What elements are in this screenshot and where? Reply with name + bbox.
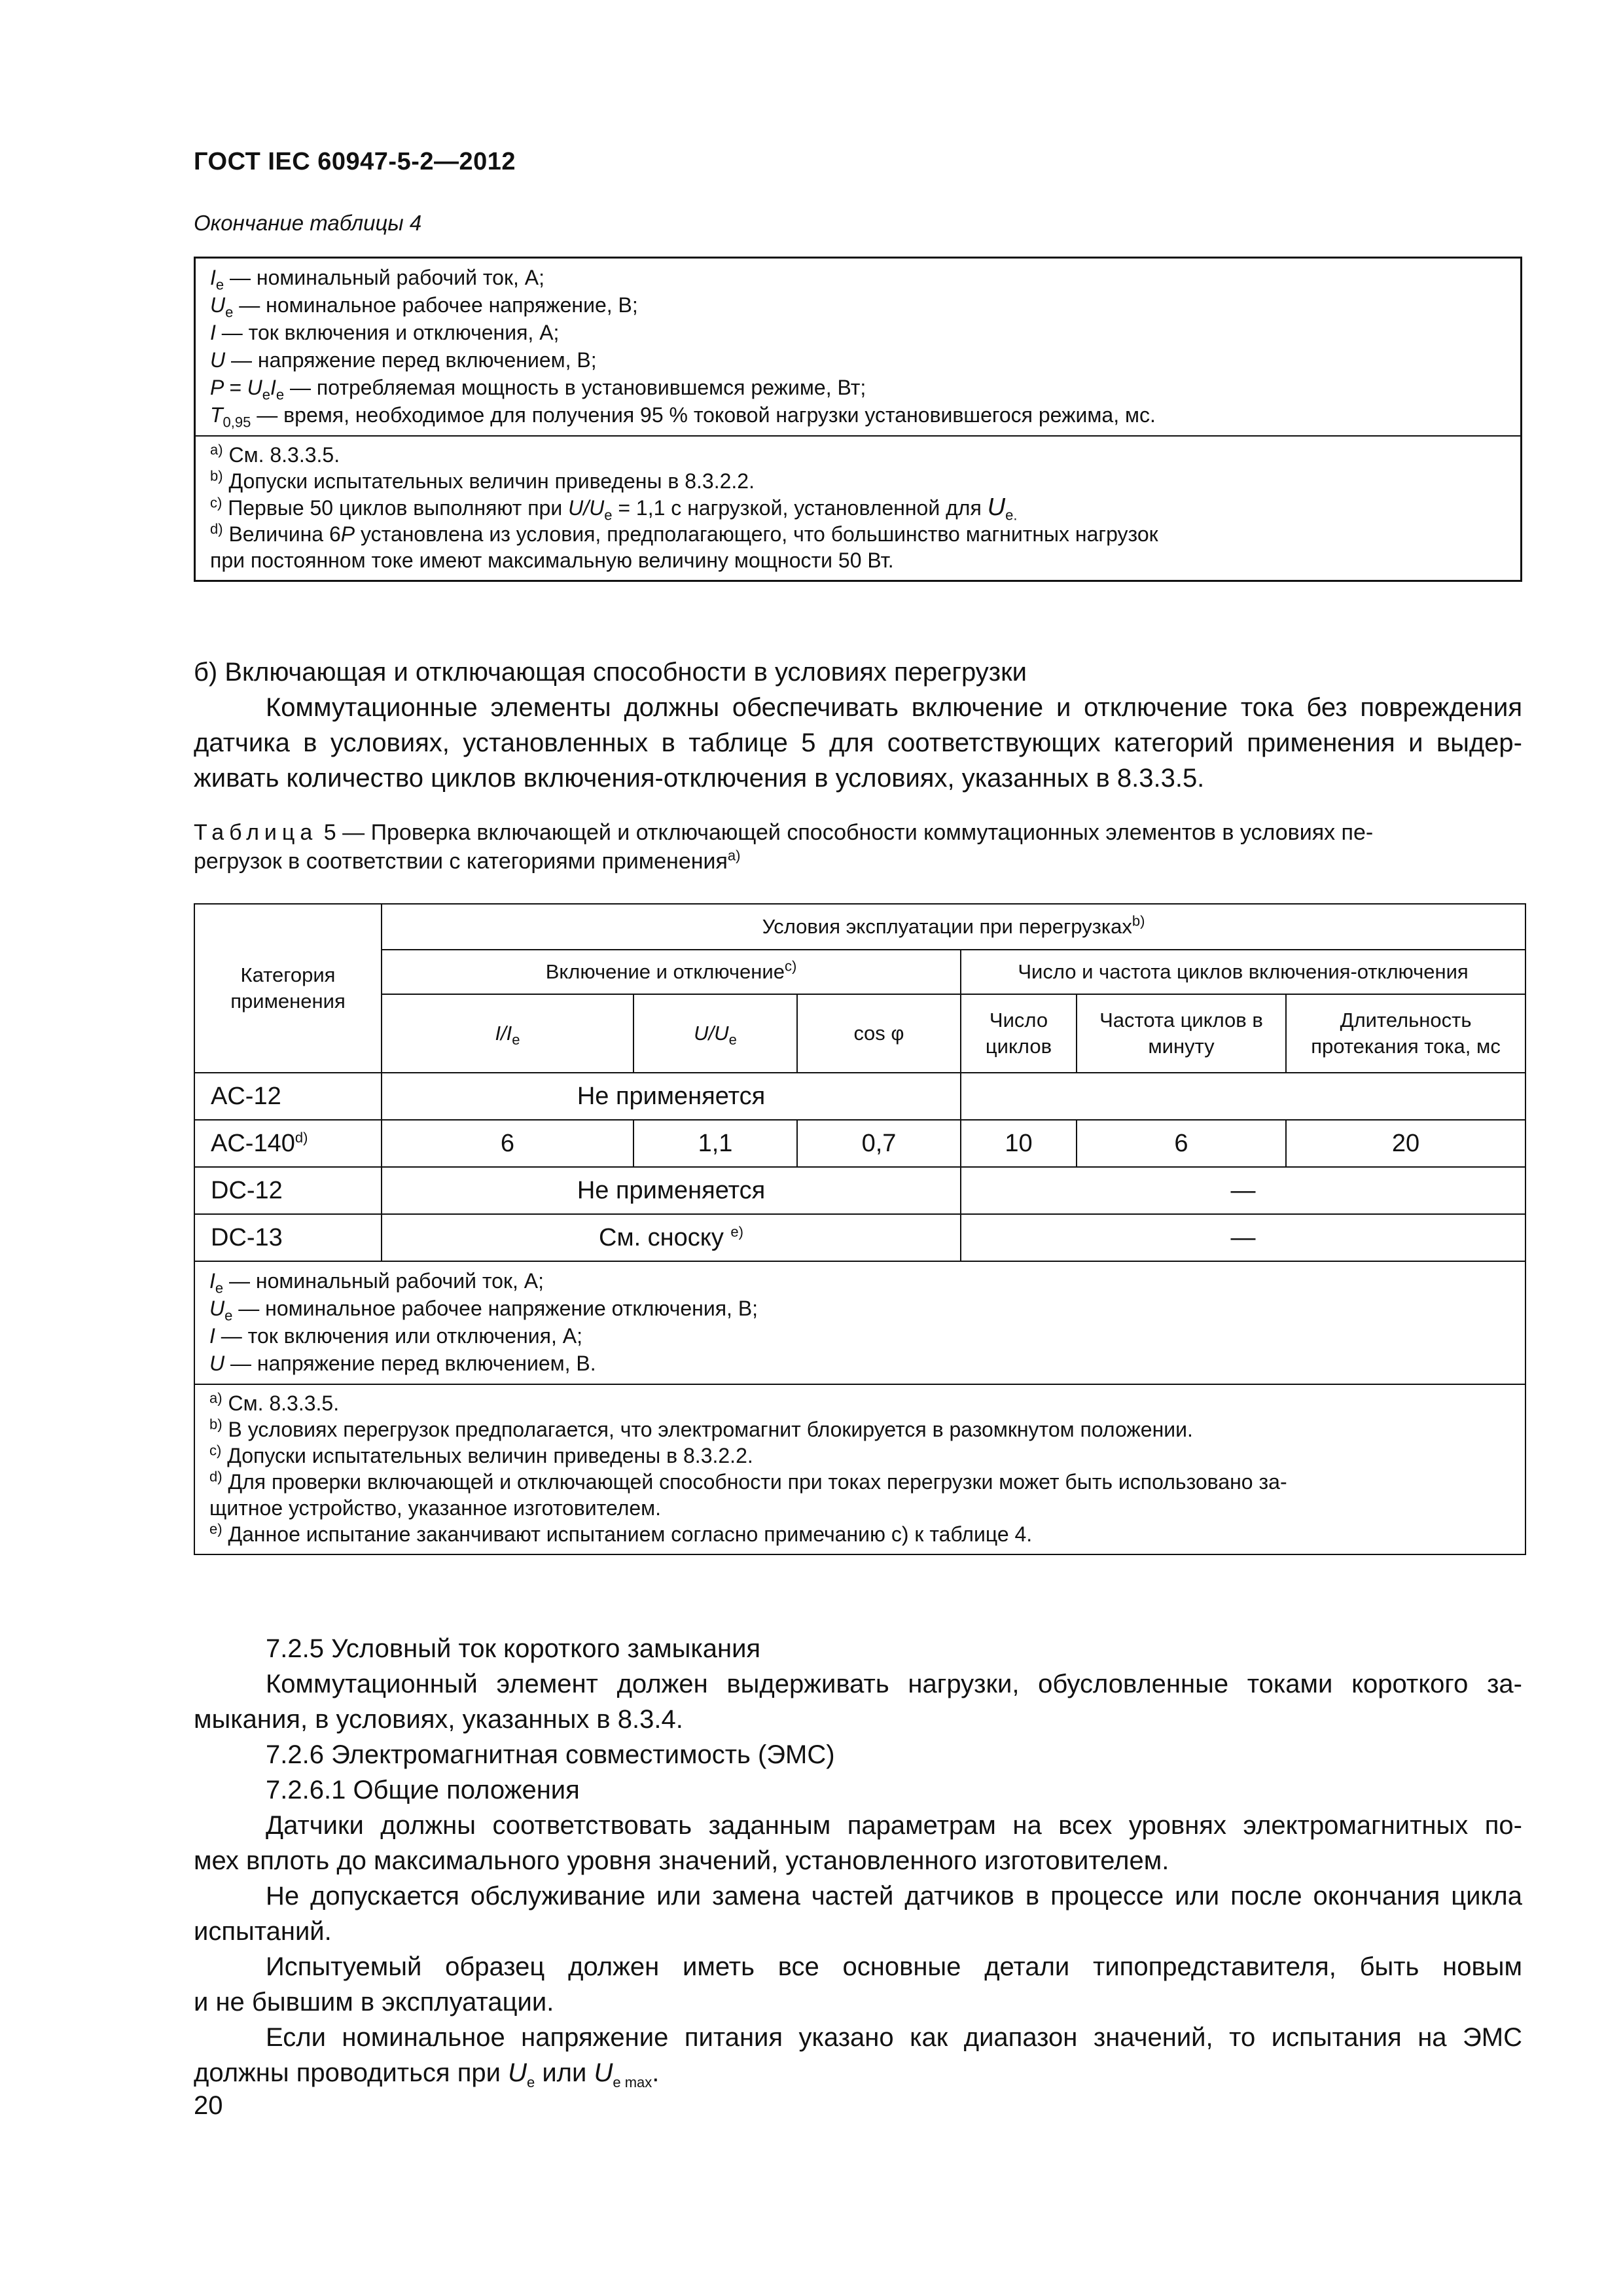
paragraph-3-line1: Испытуемый образец должен иметь все основные детали типопредставителя, быть новым xyxy=(266,1952,1522,1981)
symbol-line: $T_{0,95}$ — время, необходимое для получения 95 % токовой нагрузки установившегося режима, мс. xyxy=(210,403,1156,431)
symbol-line: $P = U_eI_e$ — потребляемая мощность в установившемся режиме, Вт; xyxy=(210,376,866,403)
footnote-c: $^{c)}$ Допуски испытательных величин приведены в 8.3.2.2. xyxy=(209,1442,753,1467)
footnote-d: $^{d)}$ Для проверки включающей и отключающей способности при токах перегрузки может быть использовано за- xyxy=(209,1468,1287,1494)
section-726-heading: 7.2.6 Электромагнитная совместимость (ЭМС) xyxy=(266,1740,835,1769)
symbol-line: $I_e$ — номинальный рабочий ток, А; xyxy=(209,1269,544,1297)
header-cycles: Число и частота циклов включения-отключения xyxy=(961,950,1525,994)
symbol-line: $I_e$ — номинальный рабочий ток, А; xyxy=(210,266,544,293)
header-current-ratio: $I/I_e$ xyxy=(382,994,633,1073)
table-row: AC-140$^{d)}$ 6 1,1 0,7 10 6 20 xyxy=(194,1120,1525,1167)
table4-footnotes xyxy=(196,435,1520,580)
table5 xyxy=(194,903,1526,1555)
footnote-e: $^{e)}$ Данное испытание заканчивают испытанием согласно примечанию с) к таблице 4. xyxy=(209,1520,1033,1546)
symbol-line: U — напряжение перед включением, В; xyxy=(210,348,597,372)
footnote-d: $^{d)}$ Величина 6P установлена из условия, предполагающего, что большинство магнитных нагрузок xyxy=(210,520,1158,546)
header-frequency: Частота циклов в минуту xyxy=(1077,994,1286,1073)
symbol-line: I — ток включения и отключения, А; xyxy=(210,321,560,344)
table5-symbols xyxy=(194,1261,1525,1384)
paragraph-3-line2: и не бывшим в эксплуатации. xyxy=(194,1988,554,2017)
section-b-line1: Коммутационные элементы должны обеспечивать включение и отключение тока без повреждения xyxy=(266,693,1522,722)
table5-title-cont: регрузок в соответствии с категориями применения$^{a)}$ xyxy=(194,847,741,874)
table4-symbols xyxy=(196,259,1520,435)
footnote-a: $^{a)}$ См. 8.3.3.5. xyxy=(210,441,340,467)
table-row: DC-12 Не применяется — xyxy=(194,1167,1525,1214)
symbol-line: I — ток включения или отключения, А; xyxy=(209,1324,582,1348)
header-num-cycles: Число циклов xyxy=(961,994,1077,1073)
section-b-line3: живать количество циклов включения-отключения в условиях, указанных в 8.3.3.5. xyxy=(194,764,1205,793)
section-725-heading: 7.2.5 Условный ток короткого замыкания xyxy=(266,1634,761,1663)
paragraph-1-line2: мех вплоть до максимального уровня значений, установленного изготовителем. xyxy=(194,1846,1169,1875)
header-cos-phi: cos φ xyxy=(797,994,961,1073)
section-b-line2: датчика в условиях, установленных в таблице 5 для соответствующих категорий применения и выдер- xyxy=(194,728,1522,757)
footnote-b: $^{b)}$ В условиях перегрузок предполагается, что электромагнит блокируется в разомкнутом положении. xyxy=(209,1416,1193,1441)
table5-footnotes xyxy=(194,1384,1525,1554)
footnote-d-cont: щитное устройство, указанное изготовителем. xyxy=(209,1496,662,1520)
footnote-d-cont: при постоянном токе имеют максимальную величину мощности 50 Вт. xyxy=(210,548,894,572)
paragraph-1-line1: Датчики должны соответствовать заданным параметрам на всех уровнях электромагнитных по- xyxy=(266,1811,1522,1840)
table5-title: Таблица 5 — Проверка включающей и отключающей способности коммутационных элементов в условиях пе- xyxy=(194,820,1374,845)
header-voltage-ratio: $U/U_e$ xyxy=(633,994,797,1073)
symbol-line: U — напряжение перед включением, В. xyxy=(209,1352,596,1375)
paragraph-4-line2: должны проводиться при $U_e$ или $U_{e max}$. xyxy=(194,2058,660,2090)
section-725-line1: Коммутационный элемент должен выдерживать нагрузки, обусловленные токами короткого за- xyxy=(266,1670,1522,1698)
section-7261-heading: 7.2.6.1 Общие положения xyxy=(266,1776,580,1804)
table4-continuation-label: Окончание таблицы 4 xyxy=(194,211,422,235)
symbol-line: $U_e$ — номинальное рабочее напряжение отключения, В; xyxy=(209,1297,758,1324)
page-number: 20 xyxy=(194,2091,223,2120)
footnote-b: $^{b)}$ Допуски испытательных величин приведены в 8.3.2.2. xyxy=(210,467,755,493)
table-row: DC-13 См. сноску $^{e)}$ — xyxy=(194,1214,1525,1261)
standard-header: ГОСТ IEC 60947-5-2—2012 xyxy=(194,148,516,175)
section-b-heading: б) Включающая и отключающая способности в условиях перегрузки xyxy=(194,658,1027,687)
footnote-a: $^{a)}$ См. 8.3.3.5. xyxy=(209,1390,340,1415)
footnote-c: $^{c)}$ Первые 50 циклов выполняют при $U/U_e = 1,1$ с нагрузкой, установленной для $U_{e.}$ xyxy=(210,493,1018,524)
table4-end-box xyxy=(194,257,1522,582)
symbol-line: $U_e$ — номинальное рабочее напряжение, В; xyxy=(210,293,638,321)
table-row: AC-12 Не применяется xyxy=(194,1073,1525,1120)
header-conditions: Условия эксплуатации при перегрузках$^{b)}$ xyxy=(382,904,1525,950)
header-duration: Длительность протекания тока, мс xyxy=(1286,994,1525,1073)
paragraph-2-line2: испытаний. xyxy=(194,1917,332,1946)
header-category: Категория применения xyxy=(194,904,382,1073)
paragraph-2-line1: Не допускается обслуживание или замена частей датчиков в процессе или после окончания цикла xyxy=(266,1882,1522,1910)
section-725-line2: мыкания, в условиях, указанных в 8.3.4. xyxy=(194,1705,683,1734)
paragraph-4-line1: Если номинальное напряжение питания указано как диапазон значений, то испытания на ЭМС xyxy=(266,2023,1522,2052)
header-on-off: Включение и отключение$^{c)}$ xyxy=(382,950,961,994)
